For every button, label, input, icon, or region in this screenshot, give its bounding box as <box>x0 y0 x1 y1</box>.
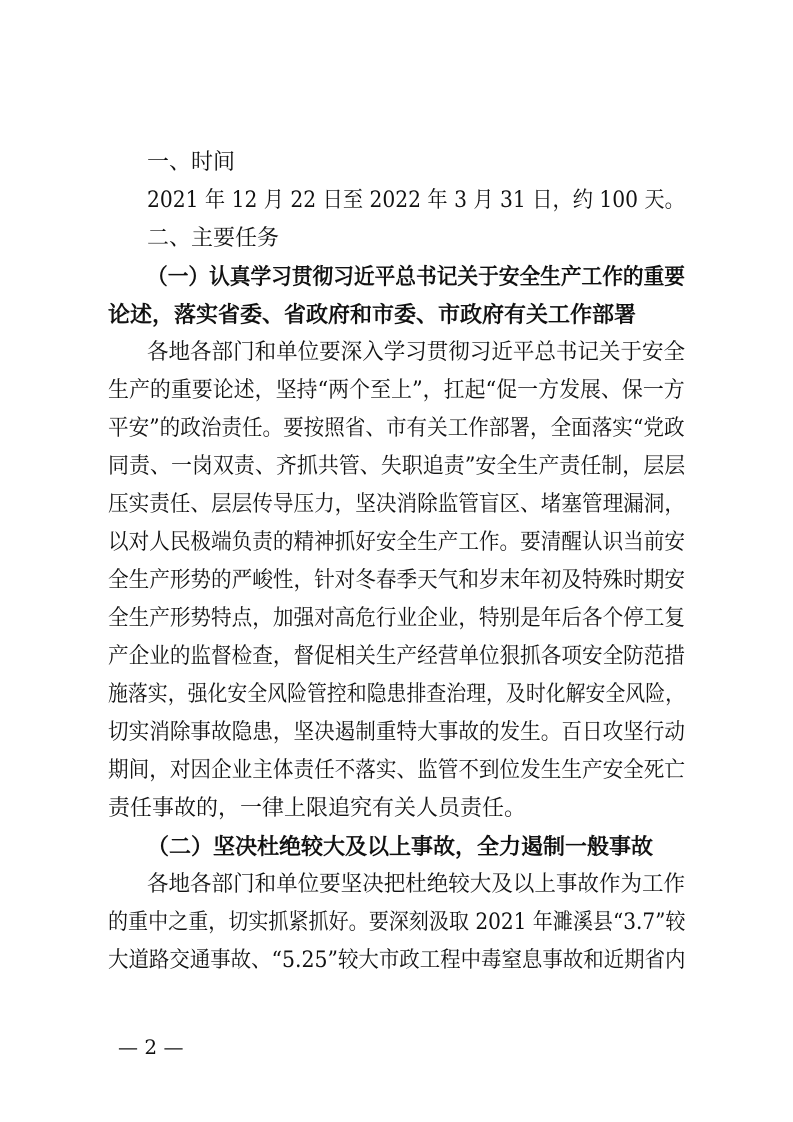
paragraph-line: 各地各部门和单位要坚决把杜绝较大及以上事故作为工作 <box>147 872 686 897</box>
time-paragraph: 2021 年 12 月 22 日至 2022 年 3 月 31 日，约 100 天。 <box>147 188 685 213</box>
subsection-heading-2: （二）坚决杜绝较大及以上事故，全力遏制一般事故 <box>147 834 654 860</box>
page-number: — 2 — <box>118 1035 184 1059</box>
paragraph-line: 责任事故的，一律上限追究有关人员责任。 <box>108 796 527 821</box>
paragraph-line: 压实责任、层层传导压力，坚决消除监管盲区、堵塞管理漏洞， <box>108 492 686 517</box>
paragraph-line: 以对人民极端负责的精神抓好安全生产工作。要清醒认识当前安 <box>108 530 686 555</box>
paragraph-line: 生产的重要论述，坚持“两个至上”，扛起“促一方发展、保一方 <box>108 378 685 403</box>
subsection-heading-1-line-2: 论述，落实省委、省政府和市委、市政府有关工作部署 <box>108 302 637 328</box>
paragraph-line: 同责、一岗双责、齐抓共管、失职追责”安全生产责任制，层层 <box>108 454 686 479</box>
paragraph-line: 期间，对因企业主体责任不落实、监管不到位发生生产安全死亡 <box>108 758 686 783</box>
section-heading-time: 一、时间 <box>147 150 236 175</box>
paragraph-line: 切实消除事故隐患，坚决遏制重特大事故的发生。百日攻坚行动 <box>108 720 686 745</box>
paragraph-line: 平安”的政治责任。要按照省、市有关工作部署，全面落实“党政 <box>108 416 685 441</box>
subsection-heading-1-line-1: （一）认真学习贯彻习近平总书记关于安全生产工作的重要 <box>147 264 686 290</box>
paragraph-line: 全生产形势特点，加强对高危行业企业，特别是年后各个停工复 <box>108 606 686 631</box>
paragraph-line: 大道路交通事故、“5.25”较大市政工程中毒窒息事故和近期省内 <box>108 948 686 973</box>
section-heading-main-tasks: 二、主要任务 <box>147 226 280 251</box>
paragraph-line: 施落实，强化安全风险管控和隐患排查治理，及时化解安全风险， <box>108 682 686 707</box>
paragraph-line: 产企业的监督检查，督促相关生产经营单位狠抓各项安全防范措 <box>108 644 686 669</box>
paragraph-line: 全生产形势的严峻性，针对冬春季天气和岁末年初及特殊时期安 <box>108 568 686 593</box>
paragraph-line: 的重中之重，切实抓紧抓好。要深刻汲取 2021 年濉溪县“3.7”较 <box>108 910 686 935</box>
paragraph-line: 各地各部门和单位要深入学习贯彻习近平总书记关于安全 <box>147 340 686 365</box>
